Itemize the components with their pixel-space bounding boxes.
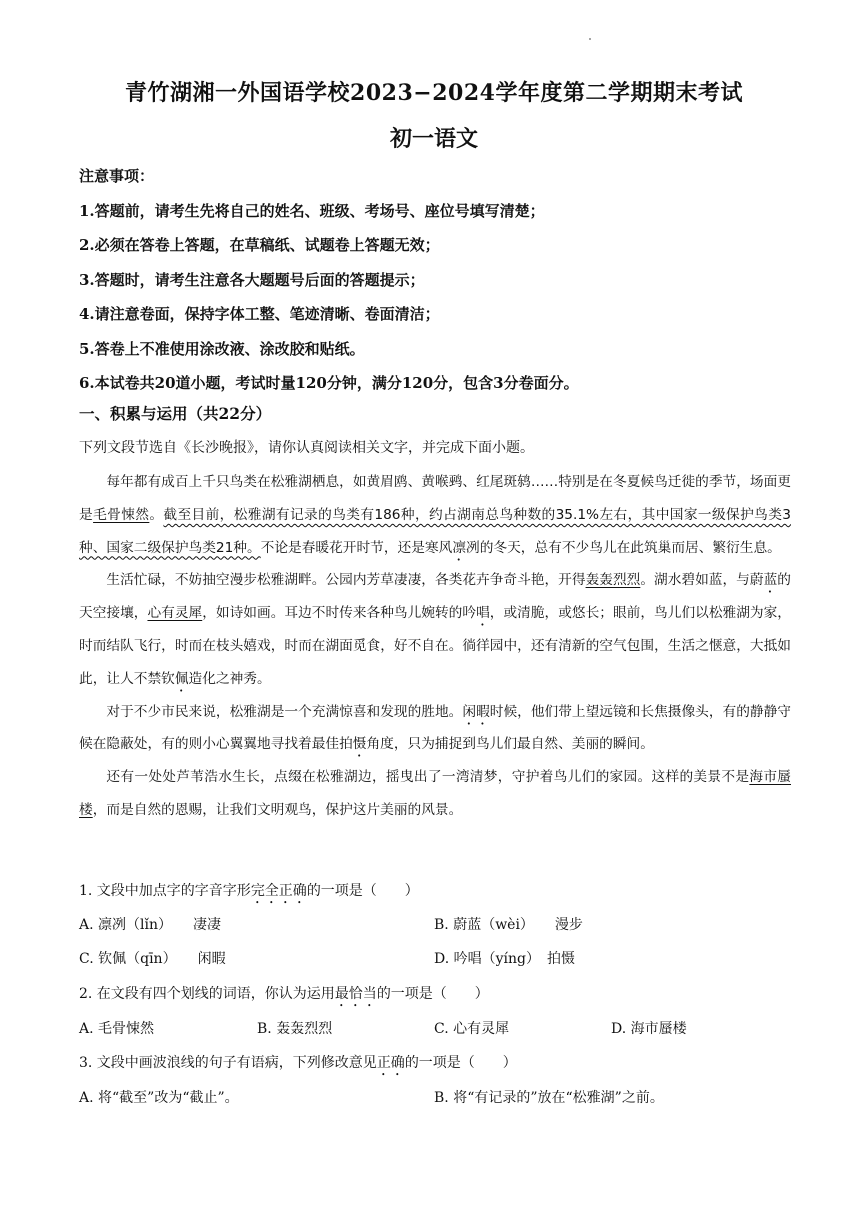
wavy-sentence: 截至目前，松雅湖有记录的鸟类有186种，约占湖南总鸟种数的35.1%左右，其中国家一级保护鸟类3种、国家二级保护鸟类21种。	[79, 506, 791, 556]
q2-option-b[interactable]: B. 轰轰烈烈	[257, 1021, 333, 1037]
question-1-stem: 1. 文段中加点字的字音字形完全正确的一项是（ ）	[79, 883, 419, 899]
question-3-stem: 3. 文段中画波浪线的句子有语病，下列修改意见正确的一项是（ ）	[79, 1055, 517, 1071]
q1-option-c[interactable]: C. 钦佩（qīn） 闲暇	[79, 951, 226, 967]
dotted-char: 佩	[174, 670, 189, 687]
notes-block	[79, 164, 799, 406]
dotted-char: 慑	[352, 736, 367, 753]
q2-option-d[interactable]: D. 海市蜃楼	[611, 1021, 687, 1037]
note-item-1: 1.答题前，请考生先将自己的姓名、班级、考场号、座位号填写清楚；	[79, 201, 545, 220]
reading-passage	[79, 466, 791, 827]
exam-title: 青竹湖湘一外国语学校2023−2024学年度第二学期期末考试	[125, 80, 743, 106]
q3-option-a[interactable]: A. 将“截至”改为“截止”。	[79, 1090, 239, 1106]
underlined-word-1: 毛骨悚然	[93, 506, 150, 523]
question-2-stem: 2. 在文段有四个划线的词语，你认为运用最恰当的一项是（ ）	[79, 986, 489, 1002]
note-item-5: 5.答卷上不准使用涂改液、涂改胶和贴纸。	[79, 339, 365, 358]
note-item-4: 4.请注意卷面，保持字体工整、笔迹清晰、卷面清洁；	[79, 305, 440, 323]
dotted-word: 闲暇	[462, 703, 490, 720]
q2-option-a[interactable]: A. 毛骨悚然	[79, 1021, 155, 1037]
scan-speck	[589, 38, 591, 40]
dotted-char: 蓝	[763, 572, 778, 589]
underlined-word-4: 海市蜃楼	[79, 769, 791, 818]
note-item-6: 6.本试卷共20道小题，考试时量120分钟，满分120分，包含3分卷面分。	[79, 374, 579, 392]
passage-paragraph-4: 还有一处处芦苇浩水生长，点缀在松雅湖边，摇曳出了一湾清梦，守护着鸟儿们的家园。这样的美景不是海市蜃楼，而是自然的恩赐，让我们文明观鸟，保护这片美丽的风景。	[79, 769, 791, 818]
q1-option-a[interactable]: A. 凛冽（lǐn） 凄凄	[79, 917, 221, 933]
q1-option-b[interactable]: B. 蔚蓝（wèi） 漫步	[434, 917, 583, 933]
q3-option-b[interactable]: B. 将“有记录的”放在“松雅湖”之前。	[434, 1090, 664, 1106]
dotted-char: 唱	[476, 605, 490, 622]
passage-paragraph-2: 生活忙碌，不妨抽空漫步松雅湖畔。公园内芳草凄凄，各类花卉争奇斗艳，开得轰轰烈烈。湖水碧如蓝，与蔚蓝的天空接壤，心有灵犀，如诗如画。耳边不时传来各种鸟儿婉转的吟唱，或清脆，或悠长；眼前，鸟儿们以松雅湖为家，时而结队飞行，时而在枝头嬉戏，时而在湖面觅食，好不自在。徜徉园中，还有清新的空气包围，生活之惬意，大抵如此，让人不禁钦佩造化之神秀。	[79, 572, 791, 687]
underlined-word-3: 心有灵犀	[147, 605, 203, 622]
note-item-2: 2.必须在答卷上答题，在草稿纸、试题卷上答题无效；	[79, 236, 440, 254]
passage-paragraph-3: 对于不少市民来说，松雅湖是一个充满惊喜和发现的胜地。闲暇时候，他们带上望远镜和长焦摄像头，有的静静守候在隐蔽处，有的则小心翼翼地寻找着最佳拍慑角度，只为捕捉到鸟儿们最自然、美丽的瞬间。	[79, 703, 791, 753]
q1-option-d[interactable]: D. 吟唱（yíng） 拍慑	[434, 951, 575, 967]
notes-heading: 注意事项：	[79, 167, 155, 185]
exam-subject: 初一语文	[389, 126, 478, 152]
passage-paragraph-1: 每年都有成百上千只鸟类在松雅湖栖息，如黄眉鸥、黄喉鹀、红尾斑鸫……特别是在冬夏候鸟迁徙的季节，场面更是毛骨悚然。截至目前，松雅湖有记录的鸟类有186种，约占湖南总鸟种数的35.1%左右，其中国家一级保护鸟类3种、国家二级保护鸟类21种。不论是春暖花开时节，还是寒风凛冽的冬天，总有不少鸟儿在此筑巢而居、繁衍生息。	[79, 474, 791, 556]
note-item-3: 3.答题时，请考生注意各大题题号后面的答题提示；	[79, 270, 425, 289]
q2-option-c[interactable]: C. 心有灵犀	[434, 1021, 510, 1037]
section-heading: 一、积累与运用（共22分）	[79, 404, 272, 423]
section-intro: 下列文段节选自《长沙晚报》，请你认真阅读相关文字，并完成下面小题。	[79, 440, 534, 456]
dotted-char: 凛	[452, 539, 467, 556]
underlined-word-2: 轰轰烈烈	[585, 572, 641, 589]
